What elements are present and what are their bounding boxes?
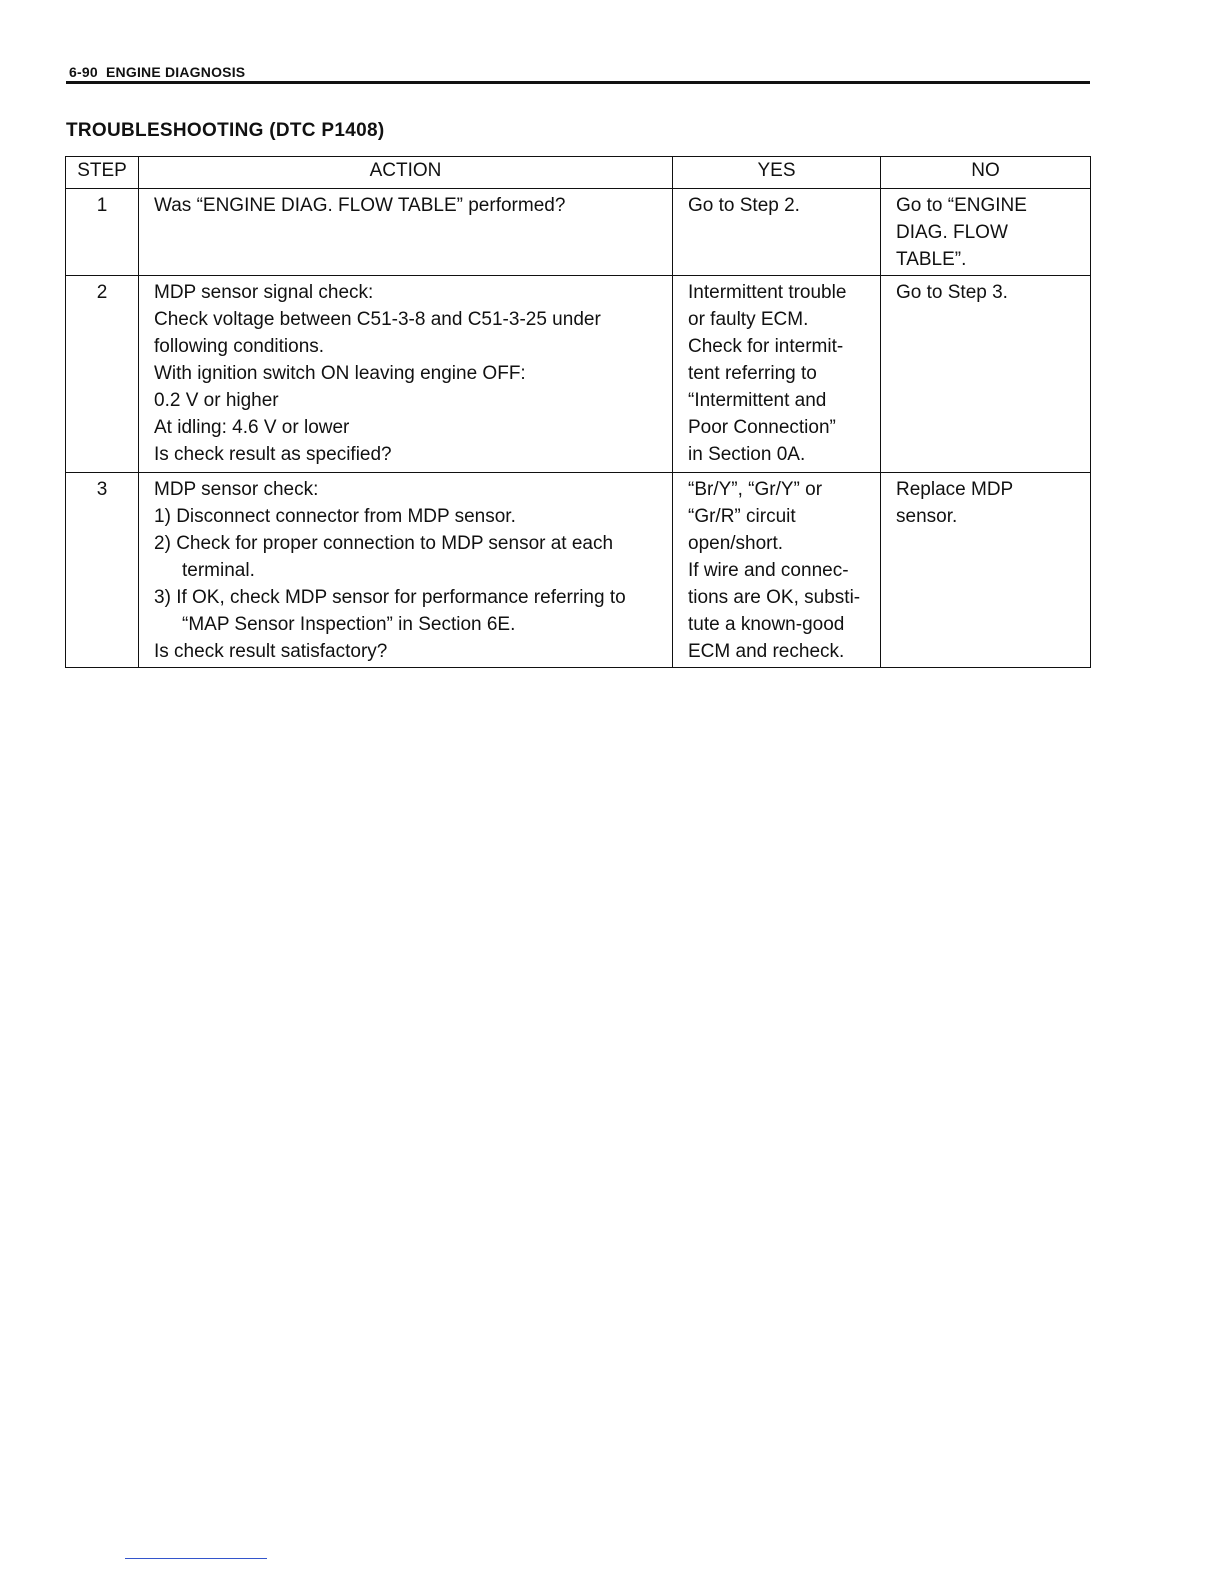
yes-line: “Br/Y”, “Gr/Y” or: [688, 479, 823, 500]
yes-cell: [673, 473, 881, 668]
yes-line: Check for intermit-: [688, 336, 844, 357]
action-line: With ignition switch ON leaving engine OFF:: [154, 363, 526, 384]
substep-number: 3): [154, 587, 171, 608]
yes-cell: [673, 276, 881, 473]
table-header-row: [66, 157, 1091, 189]
substep-text: Disconnect connector from MDP sensor.: [176, 506, 516, 527]
section-title: TROUBLESHOOTING (DTC P1408): [66, 120, 385, 141]
substep-continuation: terminal.: [182, 560, 255, 581]
yes-line: Go to Step 2.: [688, 195, 800, 216]
action-line: Was “ENGINE DIAG. FLOW TABLE” performed?: [154, 195, 566, 216]
yes-line: tute a known-good: [688, 614, 845, 635]
table-row-step-1: [66, 189, 1091, 276]
action-line: MDP sensor check:: [154, 479, 319, 500]
troubleshooting-table: [65, 156, 1091, 668]
action-line: Is check result as specified?: [154, 444, 392, 465]
yes-line: tent referring to: [688, 363, 817, 384]
action-line: Is check result satisfactory?: [154, 641, 388, 662]
yes-line: in Section 0A.: [688, 444, 806, 465]
no-line: Go to Step 3.: [896, 282, 1008, 303]
step-number: 1: [66, 189, 139, 276]
no-line: sensor.: [896, 506, 958, 527]
action-substep-2: [154, 530, 664, 557]
step-number: 2: [66, 276, 139, 473]
yes-line: Intermittent trouble: [688, 282, 847, 303]
column-header-action: ACTION: [139, 157, 673, 189]
yes-line: If wire and connec-: [688, 560, 849, 581]
action-substep-1: [154, 503, 664, 530]
page-header: [66, 62, 1090, 84]
action-line: Check voltage between C51-3-8 and C51-3-25 under: [154, 309, 601, 330]
substep-text: Check for proper connection to MDP sensor at each: [176, 533, 614, 554]
action-line: MDP sensor signal check:: [154, 282, 374, 303]
no-cell: [881, 276, 1091, 473]
action-line: following conditions.: [154, 336, 325, 357]
no-line: Go to “ENGINE: [896, 195, 1027, 216]
footer-rule: [125, 1558, 267, 1559]
yes-cell: [673, 189, 881, 276]
substep-text: If OK, check MDP sensor for performance referring to: [176, 587, 626, 608]
no-cell: [881, 473, 1091, 668]
substep-number: 2): [154, 533, 171, 554]
substep-number: 1): [154, 506, 171, 527]
action-cell: [139, 276, 673, 473]
yes-line: ECM and recheck.: [688, 641, 845, 662]
yes-line: tions are OK, substi-: [688, 587, 861, 608]
substep-continuation: “MAP Sensor Inspection” in Section 6E.: [182, 614, 516, 635]
action-line: 0.2 V or higher: [154, 390, 279, 411]
action-cell: [139, 473, 673, 668]
yes-line: open/short.: [688, 533, 784, 554]
action-cell: [139, 189, 673, 276]
action-line: At idling: 4.6 V or lower: [154, 417, 350, 438]
yes-line: or faulty ECM.: [688, 309, 809, 330]
no-cell: [881, 189, 1091, 276]
yes-line: “Intermittent and: [688, 390, 827, 411]
column-header-yes: YES: [673, 157, 881, 189]
page-reference: 6-90 ENGINE DIAGNOSIS: [69, 64, 246, 80]
table-row-step-2: [66, 276, 1091, 473]
yes-line: “Gr/R” circuit: [688, 506, 796, 527]
column-header-step: STEP: [66, 157, 139, 189]
no-line: Replace MDP: [896, 479, 1014, 500]
yes-line: Poor Connection”: [688, 417, 836, 438]
step-number: 3: [66, 473, 139, 668]
table-row-step-3: [66, 473, 1091, 668]
action-substep-3: [154, 584, 664, 611]
column-header-no: NO: [881, 157, 1091, 189]
no-line: TABLE”.: [896, 249, 967, 270]
no-line: DIAG. FLOW: [896, 222, 1008, 243]
